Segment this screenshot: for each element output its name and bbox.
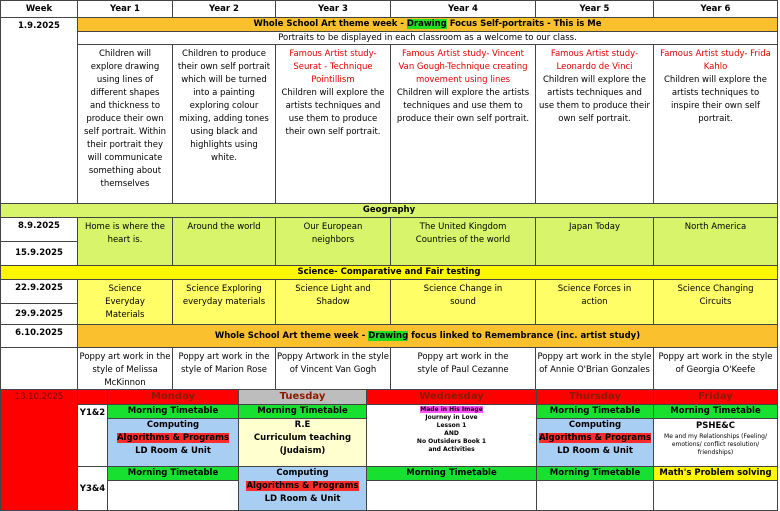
- header-year-1: Year 1: [78, 0, 173, 18]
- y34-wednesday: Morning Timetable: [367, 467, 537, 511]
- y12-tuesday-morning: Morning Timetable: [239, 405, 367, 419]
- header-year-3: Year 3: [276, 0, 391, 18]
- y12-monday-computing: Computing Algorithms & Programs LD Room & Unit: [108, 419, 239, 467]
- header-year-4: Year 4: [391, 0, 536, 18]
- y12-label: Y1&2: [78, 405, 108, 467]
- day-thursday: Thursday: [537, 390, 654, 405]
- day-wednesday: Wednesday: [367, 390, 537, 405]
- geography-dates: 8.9.2025 15.9.2025: [0, 218, 78, 266]
- week6-y1: Poppy art work in the style of Melissa McKinnon: [78, 348, 173, 390]
- geography-y2: Around the world: [173, 218, 276, 266]
- week1-y1: Children will explore drawing using lines of different shapes and thickness to produce their own self portrait. Within their portrait they will communicate something about themselves: [78, 45, 173, 204]
- y34-thursday: Morning Timetable: [537, 467, 654, 511]
- week6-y5: Poppy art work in the style of Annie O'Brian Gonzales: [536, 348, 654, 390]
- day-friday: Friday: [654, 390, 778, 405]
- week6-y3: Poppy Artwork in the style of Vincent Van Gogh: [276, 348, 391, 390]
- header-week: Week: [0, 0, 78, 18]
- y34-tuesday-computing: Computing Algorithms & Programs LD Room & Unit: [239, 467, 367, 511]
- header-year-5: Year 5: [536, 0, 654, 18]
- y12-tuesday-re: R.E Curriculum teaching (Judaism): [239, 419, 367, 467]
- week6-banner: Whole School Art theme week - Drawing focus linked to Remembrance (inc. artist study): [78, 325, 778, 348]
- science-y5: Science Forces in action: [536, 280, 654, 325]
- header-year-2: Year 2: [173, 0, 276, 18]
- week1-date: 1.9.2025: [0, 18, 78, 204]
- science-dates: 22.9.2025 29.9.2025: [0, 280, 78, 325]
- y12-friday-pshe: PSHE&C Me and my Relationships (Feeling/ emotions/ conflict resolution/ friendships): [654, 419, 778, 467]
- science-y2: Science Exploring everyday materials: [173, 280, 276, 325]
- week6-date: 6.10.2025: [0, 325, 78, 348]
- week7-day-spacer: [78, 390, 108, 405]
- geography-title: Geography: [0, 204, 778, 218]
- week1-y6: Famous Artist study- Frida Kahlo Children will explore the artists techniques to inspire their own self portrait.: [654, 45, 778, 204]
- geography-y6: North America: [654, 218, 778, 266]
- science-y3: Science Light and Shadow: [276, 280, 391, 325]
- y12-friday-morning: Morning Timetable: [654, 405, 778, 419]
- week6-empty: [0, 348, 78, 390]
- geography-y1: Home is where the heart is.: [78, 218, 173, 266]
- week1-y3: Famous Artist study- Seurat - Technique Pointillism Children will explore the artists techniques and use them to produce their own self portrait.: [276, 45, 391, 204]
- week6-y4: Poppy art work in the style of Paul Cezanne: [391, 348, 536, 390]
- week6-y2: Poppy art work in the style of Marion Rose: [173, 348, 276, 390]
- week1-y2: Children to produce their own self portrait which will be turned into a painting exploring colour mixing, adding tones using black and highlights using white.: [173, 45, 276, 204]
- geography-y3: Our European neighbors: [276, 218, 391, 266]
- week6-y6: Poppy art work in the style of Georgia O'Keefe: [654, 348, 778, 390]
- header-year-6: Year 6: [654, 0, 778, 18]
- geography-y5: Japan Today: [536, 218, 654, 266]
- week1-y4: Famous Artist study- Vincent Van Gough-Technique creating movement using lines Children will explore the artists techniques and use them to produce their own self portrait.: [391, 45, 536, 204]
- week1-note: Portraits to be displayed in each classroom as a welcome to our class.: [78, 32, 778, 45]
- week7-date: 13.10.2025: [0, 390, 78, 511]
- science-y1: Science Everyday Materials: [78, 280, 173, 325]
- science-title: Science- Comparative and Fair testing: [0, 266, 778, 280]
- day-tuesday: Tuesday: [239, 390, 367, 405]
- y12-wednesday: Made in His Image Journey in Love Lesson 1 AND No Outsiders Book 1 and Activities: [367, 405, 537, 467]
- y12-thursday-computing: Computing Algorithms & Programs LD Room & Unit: [537, 419, 654, 467]
- week1-y5: Famous Artist study- Leonardo de Vinci Children will explore the artists techniques and use them to produce their own self portrait.: [536, 45, 654, 204]
- science-y6: Science Changing Circuits: [654, 280, 778, 325]
- y34-label: Y3&4: [78, 467, 108, 511]
- y12-thursday-morning: Morning Timetable: [537, 405, 654, 419]
- y34-monday: Morning Timetable: [108, 467, 239, 511]
- y12-monday-morning: Morning Timetable: [108, 405, 239, 419]
- day-monday: Monday: [108, 390, 239, 405]
- science-y4: Science Change in sound: [391, 280, 536, 325]
- geography-y4: The United Kingdom Countries of the world: [391, 218, 536, 266]
- y34-friday: Math's Problem solving: [654, 467, 778, 511]
- week1-banner: Whole School Art theme week - Drawing Focus Self-portraits - This is Me: [78, 18, 778, 32]
